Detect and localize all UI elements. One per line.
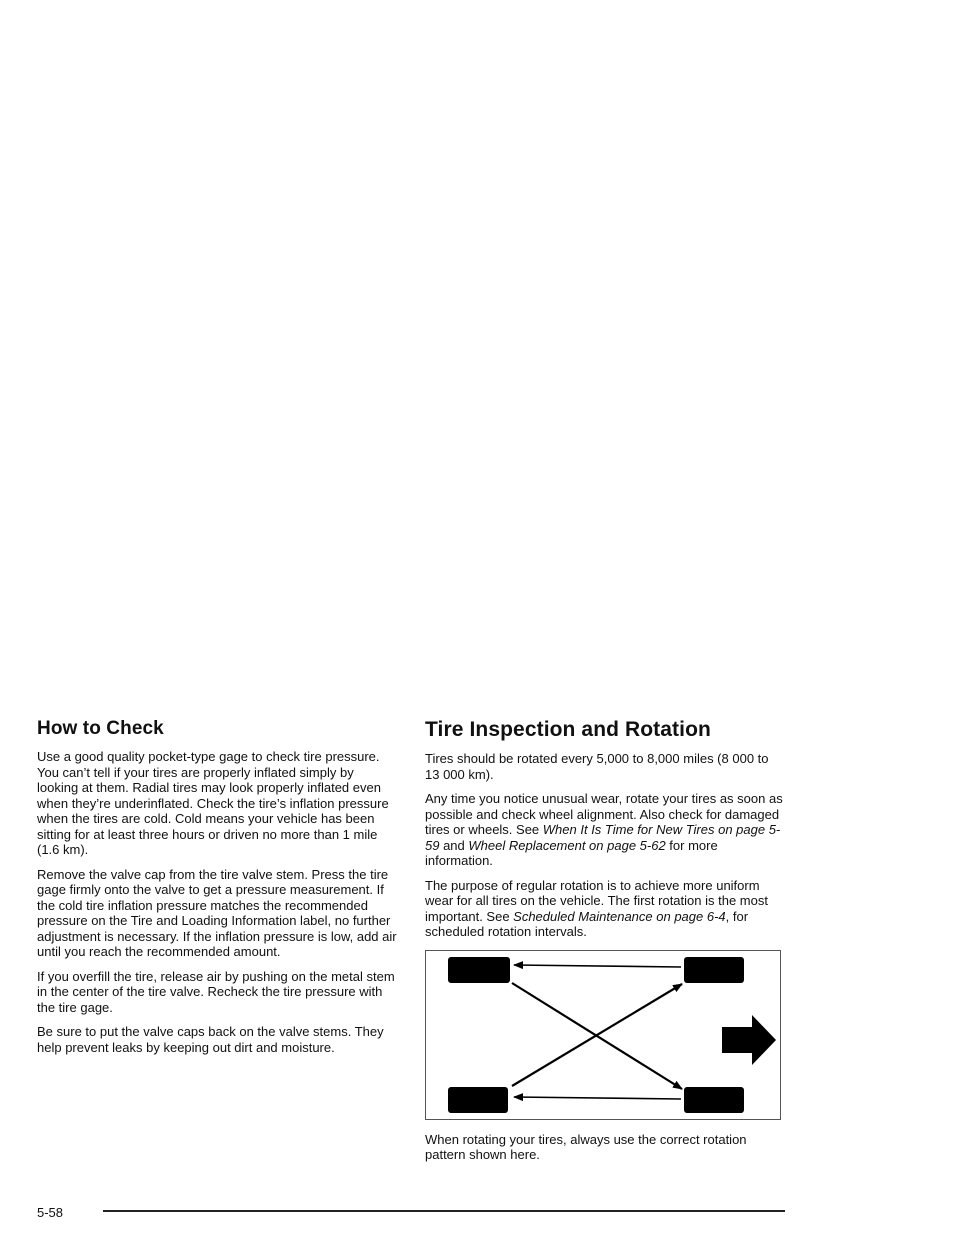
cross-reference-link[interactable]: Scheduled Maintenance on page 6-4 <box>513 908 726 924</box>
arrow-bottom <box>514 1097 681 1099</box>
tire-front-left <box>448 957 510 983</box>
text: and <box>439 837 469 853</box>
rotation-pattern-graphic <box>426 951 780 1119</box>
tire-front-right <box>684 957 744 983</box>
text: The purpose of regular rotation is to achieve more uniform wear for all tires on the vehicle. The first rotation is the most important. See <box>425 877 768 924</box>
section-heading-how-to-check: How to Check <box>37 718 164 739</box>
paragraph: Tires should be rotated every 5,000 to 8,000 miles (8 000 to 13 000 km). <box>425 751 769 782</box>
text: , for scheduled rotation intervals. <box>425 908 749 939</box>
paragraph: If you overfill the tire, release air by pushing on the metal stem in the center of the tire valve. Recheck the tire pressure with the tire gage. <box>37 968 395 1015</box>
paragraph: Remove the valve cap from the tire valve stem. Press the tire gage firmly onto the valve to get a pressure measurement. If the cold tire inflation pressure matches the recommended pressure on the Tire and Loading Information label, no further adjustment is necessary. If the inflation pressure is low, add air until you reach the recommended amount. <box>37 866 397 959</box>
footer-rule <box>103 1210 785 1212</box>
right-column <box>425 717 785 1172</box>
tire-rotation-diagram <box>425 950 781 1120</box>
diagram-caption: When rotating your tires, always use the correct rotation pattern shown here. <box>425 1131 747 1162</box>
arrow-top <box>514 965 681 967</box>
forward-direction-icon <box>722 1015 776 1065</box>
page-number: 5-58 <box>37 1205 64 1220</box>
text: for more information. <box>425 837 718 868</box>
paragraph: Be sure to put the valve caps back on the valve stems. They help prevent leaks by keeping out dirt and moisture. <box>37 1024 384 1055</box>
paragraph <box>425 791 785 869</box>
tire-rear-right <box>684 1087 744 1113</box>
cross-reference-link[interactable]: Wheel Replacement on page 5-62 <box>468 837 666 853</box>
left-column <box>37 717 397 1064</box>
text: Any time you notice unusual wear, rotate your tires as soon as possible and check wheel alignment. Also check for damaged tires or wheels. See <box>425 791 783 837</box>
paragraph <box>425 878 785 940</box>
section-heading-tire-inspection: Tire Inspection and Rotation <box>425 718 711 741</box>
paragraph: Use a good quality pocket-type gage to check tire pressure. You can’t tell if your tires are properly inflated simply by looking at them. Radial tires may look properly inflated even when they’re underinflated. Check the tire’s inflation pressure when the tires are cold. Cold means your vehicle has been sitting for at least three hours or driven no more than 1 mile (1.6 km). <box>37 749 389 857</box>
cross-reference-link[interactable]: When It Is Time for New Tires on page 5-59 <box>425 822 781 853</box>
tire-rear-left <box>448 1087 508 1113</box>
